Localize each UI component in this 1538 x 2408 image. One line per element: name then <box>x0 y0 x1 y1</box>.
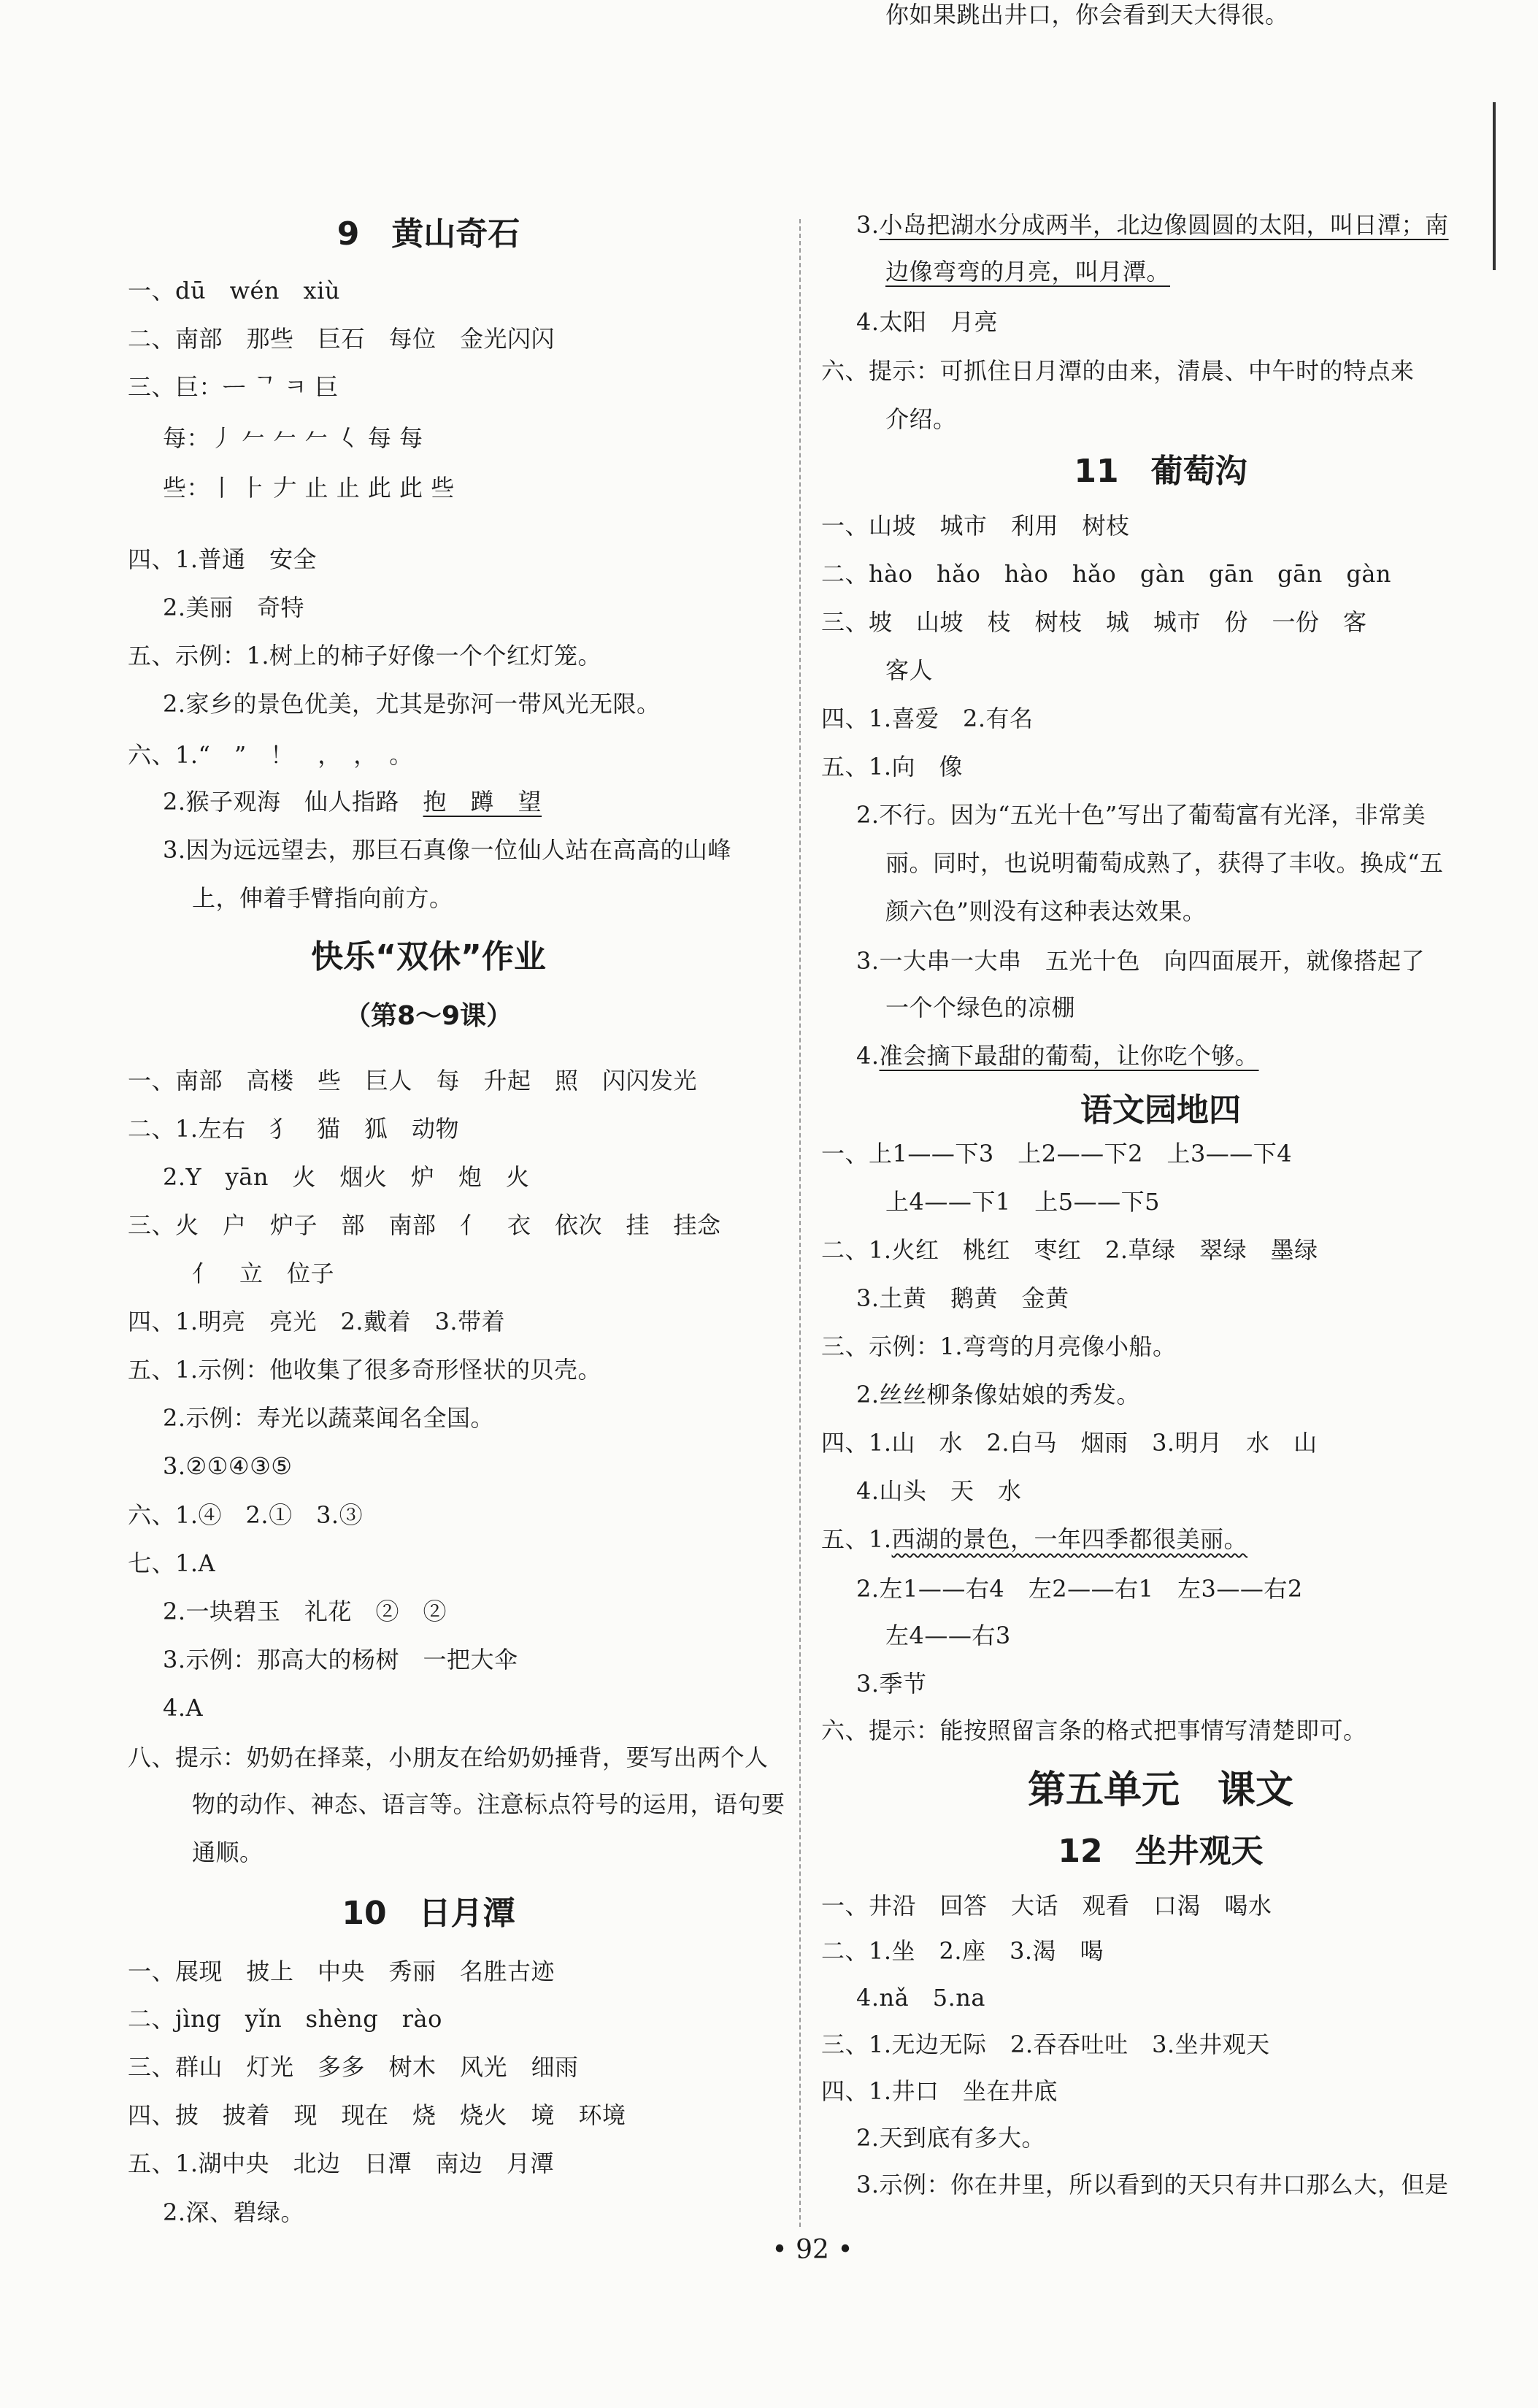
answer-line: 一、上1——下3 上2——下2 上3——下4 <box>821 1140 1293 1167</box>
answer-line: 五、示例：1.树上的柿子好像一个个红灯笼。 <box>128 642 602 670</box>
answer-line: 丽。同时，也说明葡萄成熟了，获得了丰收。换成“五 <box>885 849 1444 877</box>
answer-line: 六、提示：能按照留言条的格式把事情写清楚即可。 <box>821 1717 1367 1744</box>
answer-line: 左4——右3 <box>885 1622 1011 1649</box>
answer-line: 一个个绿色的凉棚 <box>885 994 1076 1021</box>
answer-line: 上4——下1 上5——下5 <box>885 1188 1160 1216</box>
section-heading: 11 葡萄沟 <box>1074 453 1247 490</box>
answer-line: 3.示例：那高大的杨树 一把大伞 <box>163 1646 518 1673</box>
answer-line: 物的动作、神态、语言等。注意标点符号的运用，语句要 <box>192 1790 785 1818</box>
answer-line: 4.太阳 月亮 <box>856 308 999 336</box>
answer-line: 三、火 户 炉子 部 南部 亻 衣 依次 挂 挂念 <box>128 1211 721 1239</box>
answer-line: 3.示例：你在井里，所以看到的天只有井口那么大，但是 <box>856 2171 1449 2198</box>
section-heading: 第五单元 课文 <box>1027 1768 1294 1812</box>
answer-line: 些：丨 ⺊ 𠂇 止 止 此 此 些 <box>163 474 455 502</box>
answer-line: 4.nǎ 5.na <box>856 1984 985 2012</box>
answer-line: 一、山坡 城市 利用 树枝 <box>821 512 1130 540</box>
underlined-text: 小岛把湖水分成两半，北边像圆圆的太阳，叫日潭；南 <box>879 211 1449 239</box>
answer-line: 你如果跳出井口，你会看到天大得很。 <box>885 1 1289 28</box>
answer-line: 2.深、碧绿。 <box>163 2198 305 2226</box>
underlined-text: 准会摘下最甜的葡萄，让你吃个够。 <box>879 1042 1259 1070</box>
answer-line: 3.土黄 鹅黄 金黄 <box>856 1284 1069 1312</box>
answer-line: 五、1.向 像 <box>821 753 964 781</box>
answer-line: 四、披 披着 现 现在 烧 烧火 境 环境 <box>128 2101 626 2129</box>
answer-line: 2.不行。因为“五光十色”写出了葡萄富有光泽，非常美 <box>856 801 1426 829</box>
section-heading: （第8～9课） <box>344 1001 513 1031</box>
answer-line: 4.准会摘下最甜的葡萄，让你吃个够。 <box>856 1042 1259 1070</box>
answer-line: 八、提示：奶奶在择菜，小朋友在给奶奶捶背，要写出两个人 <box>128 1744 769 1771</box>
answer-line: 四、1.明亮 亮光 2.戴着 3.带着 <box>128 1308 506 1335</box>
section-heading: 语文园地四 <box>1080 1092 1241 1129</box>
answer-line: 上，伸着手臂指向前方。 <box>192 884 453 912</box>
underlined-text: 抱 蹲 望 <box>423 788 542 816</box>
answer-line: 3.小岛把湖水分成两半，北边像圆圆的太阳，叫日潭；南 <box>856 211 1449 239</box>
answer-line: 客人 <box>885 656 934 684</box>
answer-line: 2.一块碧玉 礼花 ② ② <box>163 1598 447 1625</box>
section-heading: 9 黄山奇石 <box>337 215 520 253</box>
answer-line: 2.家乡的景色优美，尤其是弥河一带风光无限。 <box>163 690 661 718</box>
answer-line: 二、hào hǎo hào hǎo gàn gān gān gàn <box>821 560 1392 588</box>
answer-line: 3.②①④③⑤ <box>163 1452 293 1480</box>
answer-line: 2.Y yān 火 烟火 炉 炮 火 <box>163 1163 530 1191</box>
answer-line: 二、南部 那些 巨石 每位 金光闪闪 <box>128 325 555 353</box>
answer-line: 通顺。 <box>192 1838 264 1866</box>
section-heading: 快乐“双休”作业 <box>311 938 546 975</box>
underlined-text: 边像弯弯的月亮，叫月潭。 <box>885 258 1171 285</box>
answer-line: 颜六色”则没有这种表达效果。 <box>885 897 1207 925</box>
answer-line: 七、1.A <box>128 1549 216 1577</box>
answer-line: 二、jìng yǐn shèng rào <box>128 2005 442 2033</box>
answer-line: 三、示例：1.弯弯的月亮像小船。 <box>821 1333 1177 1360</box>
answer-line: 三、坡 山坡 枝 树枝 城 城市 份 一份 客 <box>821 608 1367 636</box>
answer-line: 2.左1——右4 左2——右1 左3——右2 <box>856 1575 1303 1603</box>
answer-line: 3.季节 <box>856 1670 927 1698</box>
answer-line: 三、群山 灯光 多多 树木 风光 细雨 <box>128 2053 579 2081</box>
answer-line: 2.天到底有多大。 <box>856 2124 1046 2152</box>
answer-line <box>885 257 1170 286</box>
page-number: • 92 • <box>772 2235 853 2265</box>
answer-line: 四、1.山 水 2.白马 烟雨 3.明月 水 山 <box>821 1429 1318 1457</box>
answer-line: 2.美丽 奇特 <box>163 594 305 621</box>
answer-line: 三、1.无边无际 2.吞吞吐吐 3.坐井观天 <box>821 2031 1270 2058</box>
answer-line: 三、巨：ᅳ ᄀ ㅋ 巨 <box>128 373 339 401</box>
answer-line: 五、1.示例：他收集了很多奇形怪状的贝壳。 <box>128 1356 602 1384</box>
section-heading: 12 坐井观天 <box>1058 1833 1264 1870</box>
answer-line: 四、1.喜爱 2.有名 <box>821 705 1034 732</box>
answer-line: 3.因为远远望去，那巨石真像一位仙人站在高高的山峰 <box>163 836 732 864</box>
answer-line: 介绍。 <box>885 405 957 433</box>
answer-line: 4.山头 天 水 <box>856 1477 1022 1505</box>
answer-line: 亻 立 位子 <box>192 1259 335 1287</box>
answer-line: 2.丝丝柳条像姑娘的秀发。 <box>856 1381 1141 1408</box>
answer-line: 4.A <box>163 1694 204 1722</box>
answer-line: 2.示例：寿光以蔬菜闻名全国。 <box>163 1404 495 1432</box>
answer-line: 五、1.湖中央 北边 日潭 南边 月潭 <box>128 2150 555 2177</box>
wavy-underlined-text: 西湖的景色，一年四季都很美丽。 <box>891 1525 1248 1553</box>
answer-line: 每：丿 𠂉 𠂉 𠂉 𡿨 每 每 <box>163 424 423 452</box>
answer-line: 六、1.“ ” ！ ， ， 。 <box>128 741 413 769</box>
section-heading: 10 日月潭 <box>342 1895 515 1932</box>
answer-line: 二、1.坐 2.座 3.渴 喝 <box>821 1937 1104 1965</box>
answer-line: 四、1.井口 坐在井底 <box>821 2077 1058 2105</box>
answer-line: 六、1.④ 2.① 3.③ <box>128 1501 364 1529</box>
answer-line: 一、展现 披上 中央 秀丽 名胜古迹 <box>128 1958 555 1985</box>
answer-line: 六、提示：可抓住日月潭的由来，清晨、中午时的特点来 <box>821 357 1415 385</box>
answer-line: 四、1.普通 安全 <box>128 545 318 573</box>
answer-line: 一、南部 高楼 些 巨人 每 升起 照 闪闪发光 <box>128 1067 698 1094</box>
answer-line: 五、1.西湖的景色，一年四季都很美丽。 <box>821 1525 1248 1553</box>
page-edge-mark <box>1493 102 1496 270</box>
column-divider <box>799 219 801 2227</box>
answer-line: 2.猴子观海 仙人指路 抱 蹲 望 <box>163 788 542 816</box>
answer-line: 一、dū wén xiù <box>128 277 340 304</box>
answer-line: 一、井沿 回答 大话 观看 口渴 喝水 <box>821 1892 1272 1920</box>
answer-line: 二、1.左右 犭 猫 狐 动物 <box>128 1115 460 1143</box>
answer-line: 二、1.火红 桃红 枣红 2.草绿 翠绿 墨绿 <box>821 1236 1318 1264</box>
answer-line: 3.一大串一大串 五光十色 向四面展开，就像搭起了 <box>856 947 1426 975</box>
